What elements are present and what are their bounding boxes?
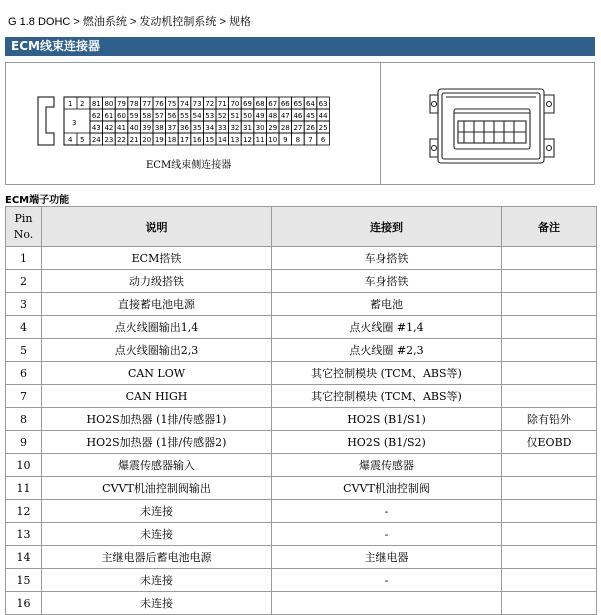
pin-label: 33 — [217, 124, 227, 132]
cell-pin: 14 — [6, 546, 42, 569]
pin-label: 4 — [68, 136, 73, 144]
pin-label: 48 — [268, 112, 278, 120]
pin-label: 6 — [320, 136, 326, 144]
pin-label: 77 — [142, 100, 152, 108]
connector-caption: ECM线束侧连接器 — [146, 160, 232, 171]
connector-panel — [5, 62, 595, 185]
table-row — [6, 454, 597, 477]
cell-connected-to: 车身搭铁 — [272, 247, 502, 270]
pin-label: 66 — [280, 100, 290, 108]
pin-label: 19 — [154, 136, 164, 144]
cell-note — [502, 546, 597, 569]
column-header-description: 说明 — [42, 207, 272, 247]
cell-connected-to: HO2S (B1/S1) — [272, 408, 502, 431]
cell-description: CAN LOW — [42, 362, 272, 385]
table-title: ECM端子功能 — [5, 195, 70, 206]
cell-pin: 6 — [6, 362, 42, 385]
cell-connected-to: CVVT机油控制阀 — [272, 477, 502, 500]
table-row — [6, 546, 597, 569]
section-title: ECM线束连接器 — [5, 37, 595, 56]
pin-label: 60 — [117, 112, 126, 120]
cell-pin: 15 — [6, 569, 42, 592]
pin-label: 41 — [117, 124, 126, 132]
cell-description: ECM搭铁 — [42, 247, 272, 270]
pin-label: 14 — [217, 136, 227, 144]
table-row — [6, 270, 597, 293]
pin-label: 35 — [192, 124, 202, 132]
cell-description: 未连接 — [42, 500, 272, 523]
pin-label: 36 — [180, 124, 189, 132]
column-header-connected-to: 连接到 — [272, 207, 502, 247]
pin-label: 38 — [154, 124, 164, 132]
pin-label: 21 — [129, 136, 139, 144]
cell-description: 动力级搭铁 — [42, 270, 272, 293]
pin-label: 27 — [293, 124, 303, 132]
column-header-note: 备注 — [502, 207, 597, 247]
pin-label: 15 — [205, 136, 215, 144]
cell-note — [502, 385, 597, 408]
pin-label: 52 — [217, 112, 227, 120]
pin-label: 43 — [91, 124, 101, 132]
cell-description: HO2S加热器 (1排/传感器2) — [42, 431, 272, 454]
pin-label: 73 — [192, 100, 202, 108]
cell-connected-to: 点火线圈 #2,3 — [272, 339, 502, 362]
pin-label: 25 — [318, 124, 328, 132]
pin-label: 78 — [129, 100, 139, 108]
cell-description: CAN HIGH — [42, 385, 272, 408]
table-row — [6, 385, 597, 408]
pin-label: 40 — [129, 124, 139, 132]
cell-description: 爆震传感器输入 — [42, 454, 272, 477]
pin-label: 26 — [306, 124, 315, 132]
table-row — [6, 592, 597, 615]
cell-connected-to: HO2S (B1/S2) — [272, 431, 502, 454]
terminal-function-table — [5, 206, 597, 615]
pin-label: 44 — [318, 112, 328, 120]
pin-header-line1: Pin — [14, 211, 33, 225]
pin-label: 79 — [117, 100, 126, 108]
pin-label: 24 — [91, 136, 101, 144]
table-row — [6, 500, 597, 523]
pin-label: 70 — [230, 100, 240, 108]
pin-label: 54 — [192, 112, 202, 120]
cell-note — [502, 477, 597, 500]
table-row — [6, 247, 597, 270]
pin-label: 37 — [167, 124, 177, 132]
cell-note — [502, 362, 597, 385]
cell-connected-to: 车身搭铁 — [272, 270, 502, 293]
cell-connected-to: 蓄电池 — [272, 293, 502, 316]
pin-label: 22 — [117, 136, 126, 144]
pin-label: 20 — [142, 136, 152, 144]
pin-label: 16 — [192, 136, 202, 144]
cell-note — [502, 293, 597, 316]
pin-label: 63 — [318, 100, 328, 108]
table-row — [6, 408, 597, 431]
cell-note: 仅EOBD — [502, 431, 597, 454]
pin-label: 39 — [142, 124, 152, 132]
cell-note — [502, 569, 597, 592]
pin-label: 62 — [91, 112, 101, 120]
pin-label: 18 — [167, 136, 177, 144]
connector-pinout-diagram — [34, 93, 364, 153]
table-row — [6, 431, 597, 454]
cell-pin: 12 — [6, 500, 42, 523]
cell-pin: 1 — [6, 247, 42, 270]
pin-label: 49 — [255, 112, 265, 120]
pin-label: 34 — [205, 124, 215, 132]
cell-connected-to — [272, 592, 502, 615]
pin-label: 9 — [283, 136, 288, 144]
cell-connected-to: 主继电器 — [272, 546, 502, 569]
cell-connected-to: 点火线圈 #1,4 — [272, 316, 502, 339]
pin-label: 61 — [104, 112, 114, 120]
pin-label: 67 — [268, 100, 278, 108]
pin-label: 64 — [306, 100, 315, 108]
cell-pin: 3 — [6, 293, 42, 316]
cell-note — [502, 500, 597, 523]
cell-pin: 5 — [6, 339, 42, 362]
pin-label: 1 — [68, 100, 73, 108]
cell-note — [502, 592, 597, 615]
pin-label: 3 — [72, 119, 77, 127]
pin-label: 56 — [167, 112, 177, 120]
pin-header-line2: No. — [13, 227, 34, 241]
pin-label: 46 — [293, 112, 303, 120]
pin-label: 30 — [255, 124, 265, 132]
table-header-row — [6, 207, 597, 247]
pin-label: 58 — [142, 112, 152, 120]
cell-description: 直接蓄电池电源 — [42, 293, 272, 316]
cell-pin: 2 — [6, 270, 42, 293]
cell-connected-to: 爆震传感器 — [272, 454, 502, 477]
cell-note: 除有铅外 — [502, 408, 597, 431]
pin-label: 12 — [243, 136, 252, 144]
cell-note — [502, 523, 597, 546]
cell-note — [502, 247, 597, 270]
cell-description: 未连接 — [42, 523, 272, 546]
cell-note — [502, 270, 597, 293]
cell-pin: 8 — [6, 408, 42, 431]
cell-note — [502, 316, 597, 339]
table-row — [6, 569, 597, 592]
pin-label: 11 — [255, 136, 265, 144]
cell-description: 未连接 — [42, 592, 272, 615]
pin-label: 50 — [243, 112, 252, 120]
column-header-pin — [6, 207, 42, 247]
cell-pin: 16 — [6, 592, 42, 615]
cell-description: 主继电器后蓄电池电源 — [42, 546, 272, 569]
pin-label: 53 — [205, 112, 215, 120]
pin-label: 65 — [293, 100, 303, 108]
table-row — [6, 293, 597, 316]
table-row — [6, 316, 597, 339]
pin-label: 7 — [308, 136, 313, 144]
pin-label: 5 — [80, 136, 85, 144]
pin-label: 55 — [180, 112, 189, 120]
cell-connected-to: 其它控制模块 (TCM、ABS等) — [272, 362, 502, 385]
table-row — [6, 362, 597, 385]
pin-label: 23 — [104, 136, 114, 144]
table-row — [6, 477, 597, 500]
cell-connected-to: - — [272, 500, 502, 523]
divider — [380, 63, 381, 184]
cell-note — [502, 339, 597, 362]
pin-label: 29 — [268, 124, 278, 132]
cell-description: 点火线圈输出1,4 — [42, 316, 272, 339]
pin-label: 32 — [230, 124, 240, 132]
connector-key — [38, 97, 54, 145]
cell-connected-to: - — [272, 569, 502, 592]
pin-label: 47 — [280, 112, 290, 120]
pin-label: 71 — [217, 100, 227, 108]
cell-pin: 13 — [6, 523, 42, 546]
cell-pin: 11 — [6, 477, 42, 500]
pin-label: 42 — [104, 124, 114, 132]
pin-label: 72 — [205, 100, 215, 108]
logo-fragment — [283, 0, 319, 7]
pin-label: 13 — [230, 136, 240, 144]
pin-label: 80 — [104, 100, 114, 108]
cell-description: 点火线圈输出2,3 — [42, 339, 272, 362]
pin-label: 28 — [280, 124, 290, 132]
pin-label: 31 — [243, 124, 252, 132]
cell-pin: 10 — [6, 454, 42, 477]
cell-description: CVVT机油控制阀输出 — [42, 477, 272, 500]
cell-pin: 7 — [6, 385, 42, 408]
cell-connected-to: - — [272, 523, 502, 546]
pin-label: 45 — [306, 112, 315, 120]
pin-label: 10 — [268, 136, 278, 144]
pin-label: 59 — [129, 112, 139, 120]
pin-label: 75 — [167, 100, 177, 108]
ecm-module-drawing — [424, 81, 564, 171]
cell-note — [502, 454, 597, 477]
table-row — [6, 523, 597, 546]
pin-label: 17 — [180, 136, 189, 144]
pin-label: 51 — [230, 112, 240, 120]
cell-description: 未连接 — [42, 569, 272, 592]
cell-pin: 4 — [6, 316, 42, 339]
pin-label: 2 — [80, 100, 85, 108]
cell-connected-to: 其它控制模块 (TCM、ABS等) — [272, 385, 502, 408]
table-row — [6, 339, 597, 362]
cell-description: HO2S加热器 (1排/传感器1) — [42, 408, 272, 431]
pin-label: 8 — [295, 136, 301, 144]
pin-label: 76 — [154, 100, 164, 108]
breadcrumb[interactable]: G 1.8 DOHC > 燃油系统 > 发动机控制系统 > 规格 — [8, 16, 251, 28]
pin-label: 74 — [180, 100, 189, 108]
pin-label: 69 — [243, 100, 252, 108]
cell-pin: 9 — [6, 431, 42, 454]
pin-label: 57 — [154, 112, 164, 120]
pin-label: 68 — [255, 100, 265, 108]
pin-label: 81 — [91, 100, 101, 108]
